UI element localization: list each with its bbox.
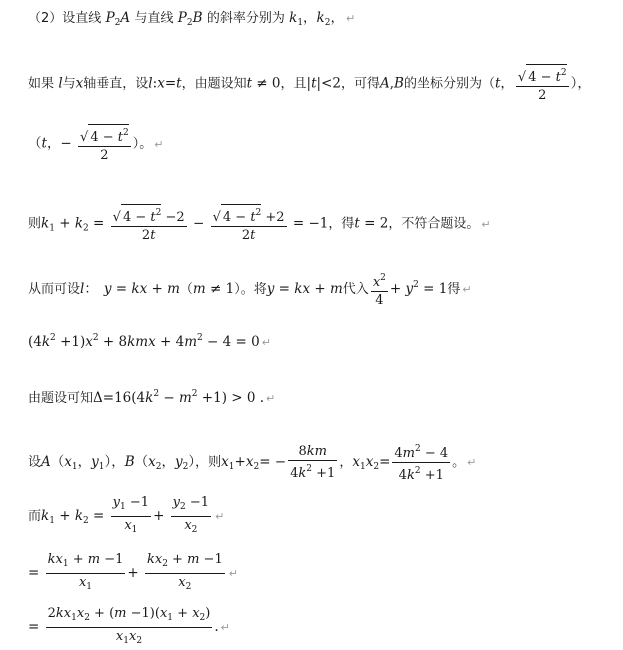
return-icon: ↵ xyxy=(215,510,225,523)
line-9: 而$k_1 + k_2$ = $\frac{y_1 -1}{x_1}$ + $\frac{y_2 -1}{x_2}$ ↵ xyxy=(28,494,224,539)
return-icon: ↵ xyxy=(481,217,491,231)
fraction: $\frac{kx_1 + m -1}{x_1}$ xyxy=(47,552,124,592)
line-3: （t，− $\frac{√ 4 - t^2}{2}$ ）。 ↵ xyxy=(28,124,163,164)
return-icon: ↵ xyxy=(462,283,472,296)
line-10: = $\frac{kx_1 + m -1}{x_1}$ + $\frac{kx_2 + m -1}{x_2}$ ↵ xyxy=(28,551,238,596)
return-icon: ↵ xyxy=(261,336,271,349)
line-1: （2）设直线 $P_2A$ 与直线 $P_2B$ 的斜率分别为 $k_1$，$k_2$， ↵ xyxy=(28,10,356,28)
line-11: = $\frac{2kx_1x_2 + (m -1)(x_1 + x_2)}{x_1x_2}$ . ↵ xyxy=(28,605,230,650)
line-8: 设$A(x_1$，$y_1$），$B(x_2$，$y_2$），则$x_1+x_2=$ − $\frac{8km}{4k^2 +1}$ ，$x_1x_2=$ $\frac{4m^2 - 4}{4k^2 +1}$ 。 ↵ xyxy=(28,441,476,484)
problem-number-text: （2）设直线 xyxy=(28,11,102,26)
fraction: $\frac{4m^2 - 4}{4k^2 +1}$ xyxy=(392,441,450,484)
return-icon: ↵ xyxy=(220,621,230,634)
return-icon: ↵ xyxy=(345,12,356,25)
line-2: 如果 l与x轴垂直，设l:x=t，由题设知t ≠ 0，且|t|<2，可得A,B的坐标分别为（t， $\frac{√ 4 - t^2}{2}$ ）， xyxy=(28,64,591,104)
line-4: 则$k_1 + k_2$ = $\frac{√ 4 - t^2 -2}{2t}$ − $\frac{√ 4 - t^2 +2}{2t}$ = −1，得t = 2，不符合题设。 ↵ xyxy=(28,204,491,244)
fraction: $\frac{√ 4 - t^2}{2}$ xyxy=(78,124,131,164)
fraction: $\frac{y_2 -1}{x_2}$ xyxy=(172,495,210,535)
fraction: $\frac{√ 4 - t^2 +2}{2t}$ xyxy=(211,204,287,244)
line-7: 由题设可知$\Delta=16(4k^2 - m^2 +1) > 0$ . ↵ xyxy=(28,389,276,406)
fraction: $\frac{y_1 -1}{x_1}$ xyxy=(112,495,150,535)
fraction: $\frac{kx_2 + m -1}{x_2}$ xyxy=(146,552,223,592)
return-icon: ↵ xyxy=(154,137,164,151)
line-6: $(4k^2 +1)x^2 + 8kmx + 4m^2 - 4 = 0$ ↵ xyxy=(28,333,271,350)
fraction: $\frac{√ 4 - t^2 -2}{2t}$ xyxy=(111,204,187,244)
fraction: $\frac{√ 4 - t^2}{2}$ xyxy=(516,64,569,104)
return-icon: ↵ xyxy=(228,567,238,580)
text: 的斜率分别为 xyxy=(206,11,285,26)
text: 与直线 xyxy=(134,11,174,26)
line-5: 从而可设l： y = kx + m（m ≠ 1）。将y = kx + m代入 $\frac{x^2}{4}$ + $y^2 = 1$得 ↵ xyxy=(28,270,472,309)
fraction: $\frac{8km}{4k^2 +1}$ xyxy=(290,444,336,481)
return-icon: ↵ xyxy=(266,392,276,405)
fraction: $\frac{x^2}{4}$ xyxy=(371,270,388,309)
fraction: $\frac{2kx_1x_2 + (m -1)(x_1 + x_2)}{x_1x_2}$ xyxy=(47,606,211,646)
return-icon: ↵ xyxy=(467,456,477,469)
